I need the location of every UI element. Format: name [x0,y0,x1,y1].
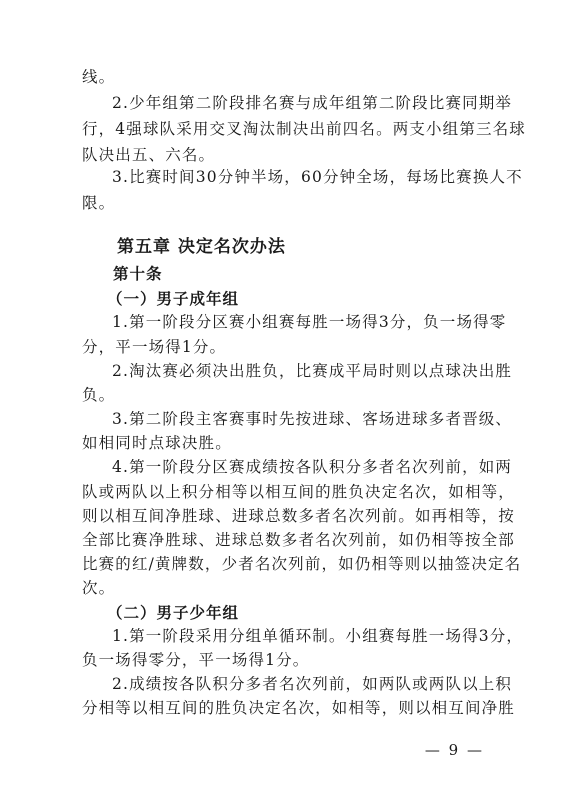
text-line: 1.第一阶段采用分组单循环制。小组赛每胜一场得3分， [112,627,524,645]
section-title-adult: （一）男子成年组 [107,290,240,308]
text-line: 2.成绩按各队积分多者名次列前，如两队或两队以上积 [112,675,513,693]
text-line: 全部比赛净胜球、进球总数多者名次列前，如仍相等按全部 [82,531,515,549]
text-line: 2.少年组第二阶段排名赛与成年组第二阶段比赛同期举 [112,94,513,112]
text-line: 队或两队以上积分相等以相互间的胜负决定名次，如相等， [82,483,515,501]
text-line: 次。 [82,579,116,597]
text-line: 则以相互间净胜球、进球总数多者名次列前。如再相等，按 [82,507,515,525]
chapter-title: 第五章 决定名次办法 [117,237,286,257]
text-line: 队决出五、六名。 [82,146,216,164]
text-line: 3.第二阶段主客赛事时先按进球、客场进球多者晋级、 [112,410,513,428]
article-title: 第十条 [113,265,163,283]
text-line: 比赛的红/黄牌数，少者名次列前，如仍相等则以抽签决定名 [82,555,522,573]
text-line: 负一场得零分，平一场得1分。 [82,651,310,669]
text-line: 负。 [82,386,116,404]
text-line: 4.第一阶段分区赛成绩按各队积分多者名次列前，如两 [112,458,513,476]
section-title-youth: （二）男子少年组 [107,604,240,622]
text-line: 分，平一场得1分。 [82,338,227,356]
text-line: 限。 [82,194,116,212]
text-line: 2.淘汰赛必须决出胜负，比赛成平局时则以点球决出胜 [112,362,513,380]
text-line: 3.比赛时间30分钟半场，60分钟全场，每场比赛换人不 [112,168,523,186]
text-line: 行，4强球队采用交叉淘汰制决出前四名。两支小组第三名球 [82,120,526,138]
page-number: — 9 — [424,741,484,759]
text-line: 如相同时点球决胜。 [82,434,232,452]
text-line: 1.第一阶段分区赛小组赛每胜一场得3分，负一场得零 [112,313,507,331]
text-line: 分相等以相互间的胜负决定名次，如相等，则以相互间净胜 [82,699,515,717]
text-line: 线。 [82,68,116,86]
